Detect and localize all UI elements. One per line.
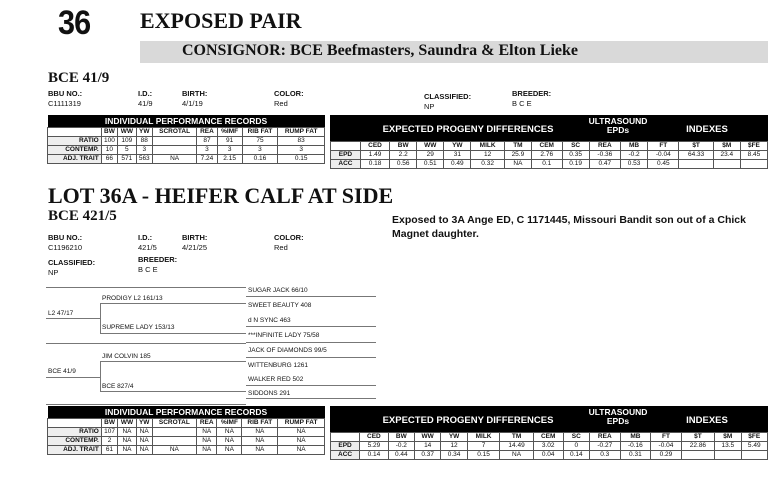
dam-epd-col-header: TM (504, 142, 531, 151)
calf-epd-corner (331, 433, 360, 442)
dam-perf-cell: 87 (197, 137, 217, 146)
calf-perf-row-label: CONTEMP. (48, 437, 102, 446)
dam-perf-col-header: REA (197, 128, 217, 137)
calf-bbu-value: C1196210 (48, 243, 83, 252)
calf-epd-row-label: ACC (331, 451, 360, 460)
calf-epd-cell: 0.3 (590, 451, 621, 460)
calf-perf-cell (152, 437, 196, 446)
calf-epd-cell: 0.31 (620, 451, 651, 460)
dam-perf-corner (48, 128, 102, 137)
dam-perf-row-label: CONTEMP. (48, 146, 102, 155)
dam-epd-header: EXPECTED PROGENY DIFFERENCES (382, 124, 554, 135)
calf-epd-col-header: $T (681, 433, 714, 442)
dam-perf-cell: 2.15 (217, 155, 242, 164)
calf-id-label: I.D.: (138, 233, 153, 242)
pedigree-dam-dam: BCE 827/4 (102, 383, 134, 390)
calf-classified-value: NP (48, 268, 59, 277)
calf-epd-cell: 22.86 (681, 442, 714, 451)
dam-epd-cell: 0.53 (621, 160, 648, 169)
calf-epd-cell: 0.29 (651, 451, 682, 460)
dam-perf-cell: 75 (242, 137, 278, 146)
calf-perf-cell: 2 (101, 437, 117, 446)
calf-epd-col-header: REA (590, 433, 621, 442)
calf-epd-cell: 3.02 (533, 442, 563, 451)
dam-color-label: COLOR: (274, 89, 304, 98)
dam-perf-cell: 109 (118, 137, 136, 146)
calf-epd-col-header: MILK (467, 433, 500, 442)
calf-birth-label: BIRTH: (182, 233, 208, 242)
calf-epd-cell: 0.37 (415, 451, 441, 460)
dam-epd-cell: -0.36 (589, 151, 620, 160)
dam-perf-cell: 0.15 (278, 155, 325, 164)
dam-ultrasound-header: ULTRASOUND EPDs (588, 116, 648, 135)
dam-breeder-label: BREEDER: (512, 89, 552, 98)
dam-perf-col-header: YW (136, 128, 152, 137)
calf-perf-cell: NA (118, 437, 136, 446)
pedigree-ds-dam: WITTENBURG 1261 (248, 362, 308, 369)
calf-perf-col-header: RUMP FAT (278, 419, 325, 428)
dam-epd-cell: -0.04 (648, 151, 679, 160)
calf-epd-col-header: BW (388, 433, 414, 442)
pedigree-sire-dam: SUPREME LADY 153/13 (102, 324, 175, 331)
dam-perf-col-header: %IMF (217, 128, 242, 137)
dam-perf-col-header: RIB FAT (242, 128, 278, 137)
calf-epd-cell: 7 (467, 442, 500, 451)
dam-epd-cell: 29 (417, 151, 444, 160)
dam-performance-table (47, 115, 325, 164)
calf-performance-table (47, 406, 325, 455)
dam-id-label: I.D.: (138, 89, 153, 98)
calf-perf-cell: 61 (101, 446, 117, 455)
table-row (331, 442, 768, 451)
calf-color-value: Red (274, 243, 288, 252)
calf-perf-cell: NA (197, 437, 217, 446)
dam-perf-cell: 10 (101, 146, 117, 155)
calf-epd-col-header: CEM (533, 433, 563, 442)
dam-perf-cell (152, 146, 196, 155)
dam-bbu-value: C1111319 (48, 99, 81, 108)
table-row (48, 137, 325, 146)
dam-epd-cell: 1.49 (360, 151, 389, 160)
dam-epd-cell (679, 160, 713, 169)
dam-epd-cell: 25.9 (504, 151, 531, 160)
dam-perf-cell: 91 (217, 137, 242, 146)
table-row (331, 160, 768, 169)
pedigree-dam: BCE 41/9 (48, 368, 76, 375)
calf-epd-cell: -0.2 (388, 442, 414, 451)
dam-epd-cell: 0.47 (589, 160, 620, 169)
calf-epd-cell: 0.14 (563, 451, 589, 460)
dam-epd-cell: 0.56 (390, 160, 417, 169)
dam-epd-cell: 64.33 (679, 151, 713, 160)
calf-breeder-value: B C E (138, 265, 158, 274)
dam-epd-cell (713, 160, 740, 169)
calf-perf-row-label: ADJ. TRAIT (48, 446, 102, 455)
dam-indexes-header: INDEXES (686, 124, 728, 135)
dam-perf-cell: 3 (136, 146, 152, 155)
dam-epd-table (330, 141, 768, 169)
dam-perf-cell: 3 (242, 146, 278, 155)
calf-epd-cell: 5.29 (360, 442, 388, 451)
dam-epd-corner (331, 142, 361, 151)
pedigree-sire: L2 47/17 (48, 310, 74, 317)
calf-ultrasound-header: ULTRASOUND EPDs (588, 407, 648, 426)
dam-epd-col-header: REA (589, 142, 620, 151)
dam-perf-cell: 3 (278, 146, 325, 155)
calf-epd-cell: 5.49 (741, 442, 768, 451)
calf-perf-cell: NA (242, 446, 278, 455)
calf-epd-cell: 0.15 (467, 451, 500, 460)
calf-perf-cell: NA (242, 437, 278, 446)
table-row (48, 446, 325, 455)
calf-epd-cell: 0 (563, 442, 589, 451)
calf-epd-cell: -0.16 (620, 442, 651, 451)
dam-classified-label: CLASSIFIED: (424, 92, 472, 101)
calf-epd-cell (715, 451, 741, 460)
calf-epd-cell: NA (500, 451, 533, 460)
dam-epd-cell: 0.19 (562, 160, 589, 169)
dam-epd-col-header: YW (444, 142, 471, 151)
dam-perf-col-header: WW (118, 128, 136, 137)
calf-epd-col-header: SC (563, 433, 589, 442)
calf-epd-cell: 0.14 (360, 451, 388, 460)
calf-perf-cell: NA (217, 446, 242, 455)
dam-epd-cell: 0.18 (360, 160, 389, 169)
dam-perf-cell: 5 (118, 146, 136, 155)
calf-epd-col-header: $FE (741, 433, 768, 442)
calf-perf-col-header: WW (118, 419, 136, 428)
table-row (331, 151, 768, 160)
dam-epd-cell: 12 (471, 151, 504, 160)
dam-bbu-label: BBU NO.: (48, 89, 83, 98)
calf-name: BCE 421/5 (48, 208, 117, 224)
pedigree-dam-sire: JIM COLVIN 185 (102, 353, 151, 360)
calf-color-label: COLOR: (274, 233, 304, 242)
calf-perf-cell: NA (118, 428, 136, 437)
calf-perf-cell (152, 428, 196, 437)
calf-epd-col-header: WW (415, 433, 441, 442)
calf-indexes-header: INDEXES (686, 415, 728, 426)
calf-epd-col-header: MB (620, 433, 651, 442)
dam-epd-col-header: SC (562, 142, 589, 151)
calf-epd-cell: 0.44 (388, 451, 414, 460)
dam-perf-col-header: RUMP FAT (278, 128, 325, 137)
calf-epd-header: EXPECTED PROGENY DIFFERENCES (382, 415, 554, 426)
calf-epd-cell: 13.5 (715, 442, 741, 451)
calf-perf-cell: NA (152, 446, 196, 455)
calf-epd-cell (741, 451, 768, 460)
dam-perf-row-label: RATIO (48, 137, 102, 146)
dam-epd-row-label: ACC (331, 160, 361, 169)
dam-breeder-value: B C E (512, 99, 532, 108)
calf-perf-cell: NA (278, 437, 325, 446)
calf-perf-cell: NA (278, 428, 325, 437)
calf-epd-cell: -0.04 (651, 442, 682, 451)
dam-epd-col-header: WW (417, 142, 444, 151)
dam-id-value: 41/9 (138, 99, 153, 108)
lot-title: EXPOSED PAIR (140, 8, 302, 33)
calf-epd-col-header: $M (715, 433, 741, 442)
pedigree-ss-sire: SUGAR JACK 66/10 (248, 287, 308, 294)
dam-epd-col-header: $M (713, 142, 740, 151)
calf-birth-value: 4/21/25 (182, 243, 208, 252)
dam-epd-col-header: CED (360, 142, 389, 151)
dam-perf-cell: 563 (136, 155, 152, 164)
dam-name: BCE 41/9 (48, 70, 110, 86)
calf-perf-cell: NA (197, 446, 217, 455)
calf-perf-col-header: RIB FAT (242, 419, 278, 428)
dam-epd-cell: 0.45 (648, 160, 679, 169)
calf-perf-col-header: YW (136, 419, 152, 428)
dam-epd-col-header: $FE (740, 142, 767, 151)
calf-id-value: 421/5 (138, 243, 157, 252)
dam-epd-cell: 0.51 (417, 160, 444, 169)
calf-classified-label: CLASSIFIED: (48, 258, 96, 267)
dam-epd-row-label: EPD (331, 151, 361, 160)
dam-perf-cell: 88 (136, 137, 152, 146)
calf-perf-row-label: RATIO (48, 428, 102, 437)
dam-perf-cell: 3 (197, 146, 217, 155)
calf-perf-cell: NA (217, 437, 242, 446)
dam-epd-cell: 2.76 (531, 151, 562, 160)
calf-perf-col-header: SCROTAL (152, 419, 196, 428)
dam-birth-value: 4/1/19 (182, 99, 203, 108)
dam-epd-col-header: BW (390, 142, 417, 151)
dam-epd-cell: 2.2 (390, 151, 417, 160)
dam-epd-cell: NA (504, 160, 531, 169)
dam-perf-header-cell: INDIVIDUAL PERFORMANCE RECORDS (48, 115, 325, 128)
calf-epd-col-header: CED (360, 433, 388, 442)
dam-perf-cell: NA (152, 155, 196, 164)
dam-perf-cell: 0.16 (242, 155, 278, 164)
dam-epd-cell: 0.49 (444, 160, 471, 169)
dam-perf-cell: 7.24 (197, 155, 217, 164)
pedigree-ds-sire: JACK OF DIAMONDS 99/5 (248, 347, 327, 354)
calf-perf-cell: NA (217, 428, 242, 437)
calf-lot-title: LOT 36A - HEIFER CALF AT SIDE (48, 183, 394, 208)
table-row (48, 155, 325, 164)
calf-perf-cell: NA (136, 446, 152, 455)
pedigree-sire-sire: PRODIGY L2 161/13 (102, 295, 163, 302)
calf-perf-corner (48, 419, 102, 428)
dam-epd-cell: 0.1 (531, 160, 562, 169)
dam-perf-cell: 66 (101, 155, 117, 164)
calf-epd-cell: 0.34 (441, 451, 467, 460)
dam-perf-cell: 100 (101, 137, 117, 146)
lot-number: 36 (58, 4, 91, 42)
pedigree-ss-dam: SWEET BEAUTY 408 (248, 302, 312, 309)
calf-epd-col-header: YW (441, 433, 467, 442)
pedigree-sd-dam: ***INFINITE LADY 75/58 (248, 332, 320, 339)
dam-perf-cell: 83 (278, 137, 325, 146)
dam-epd-cell: -0.2 (621, 151, 648, 160)
dam-perf-cell: 571 (118, 155, 136, 164)
calf-breeder-label: BREEDER: (138, 255, 178, 264)
calf-perf-cell: NA (118, 446, 136, 455)
calf-epd-cell: 0.04 (533, 451, 563, 460)
dam-epd-cell: 0.35 (562, 151, 589, 160)
table-row (48, 428, 325, 437)
dam-epd-cell (740, 160, 767, 169)
dam-perf-row-label: ADJ. TRAIT (48, 155, 102, 164)
calf-epd-cell: 14 (415, 442, 441, 451)
dam-epd-col-header: FT (648, 142, 679, 151)
dam-epd-cell: 23.4 (713, 151, 740, 160)
calf-perf-col-header: %IMF (217, 419, 242, 428)
pedigree-dd-sire: WALKER RED 502 (248, 376, 304, 383)
calf-epd-col-header: TM (500, 433, 533, 442)
dam-color-value: Red (274, 99, 288, 108)
calf-bbu-label: BBU NO.: (48, 233, 83, 242)
calf-perf-col-header: BW (101, 419, 117, 428)
dam-epd-cell: 31 (444, 151, 471, 160)
consignor-text: CONSIGNOR: BCE Beefmasters, Saundra & Elton Lieke (182, 42, 579, 59)
dam-perf-col-header: BW (101, 128, 117, 137)
calf-epd-cell: -0.27 (590, 442, 621, 451)
dam-epd-col-header: MB (621, 142, 648, 151)
calf-perf-cell: NA (242, 428, 278, 437)
dam-epd-cell: 8.45 (740, 151, 767, 160)
dam-perf-col-header: SCROTAL (152, 128, 196, 137)
pedigree-dd-dam: SIDDONS 291 (248, 390, 291, 397)
calf-description: Exposed to 3A Ange ED, C 1171445, Missouri Bandit son out of a Chick Magnet daughter. (392, 214, 746, 240)
table-row (331, 451, 768, 460)
dam-epd-col-header: MILK (471, 142, 504, 151)
calf-perf-cell: NA (136, 428, 152, 437)
calf-epd-table (330, 432, 768, 460)
dam-epd-col-header: CEM (531, 142, 562, 151)
calf-perf-header-cell: INDIVIDUAL PERFORMANCE RECORDS (48, 406, 325, 419)
calf-epd-col-header: FT (651, 433, 682, 442)
dam-birth-label: BIRTH: (182, 89, 208, 98)
table-row (48, 437, 325, 446)
dam-perf-cell (152, 137, 196, 146)
table-row (48, 146, 325, 155)
calf-perf-cell: NA (197, 428, 217, 437)
dam-classified-value: NP (424, 102, 435, 111)
calf-epd-cell: 14.49 (500, 442, 533, 451)
calf-perf-col-header: REA (197, 419, 217, 428)
dam-epd-cell: 0.32 (471, 160, 504, 169)
calf-epd-row-label: EPD (331, 442, 360, 451)
calf-perf-cell: 107 (101, 428, 117, 437)
calf-perf-cell: NA (136, 437, 152, 446)
dam-perf-cell: 3 (217, 146, 242, 155)
pedigree-sd-sire: d N SYNC 463 (248, 317, 291, 324)
calf-epd-cell (681, 451, 714, 460)
dam-epd-col-header: $T (679, 142, 713, 151)
calf-epd-cell: 12 (441, 442, 467, 451)
calf-perf-cell: NA (278, 446, 325, 455)
